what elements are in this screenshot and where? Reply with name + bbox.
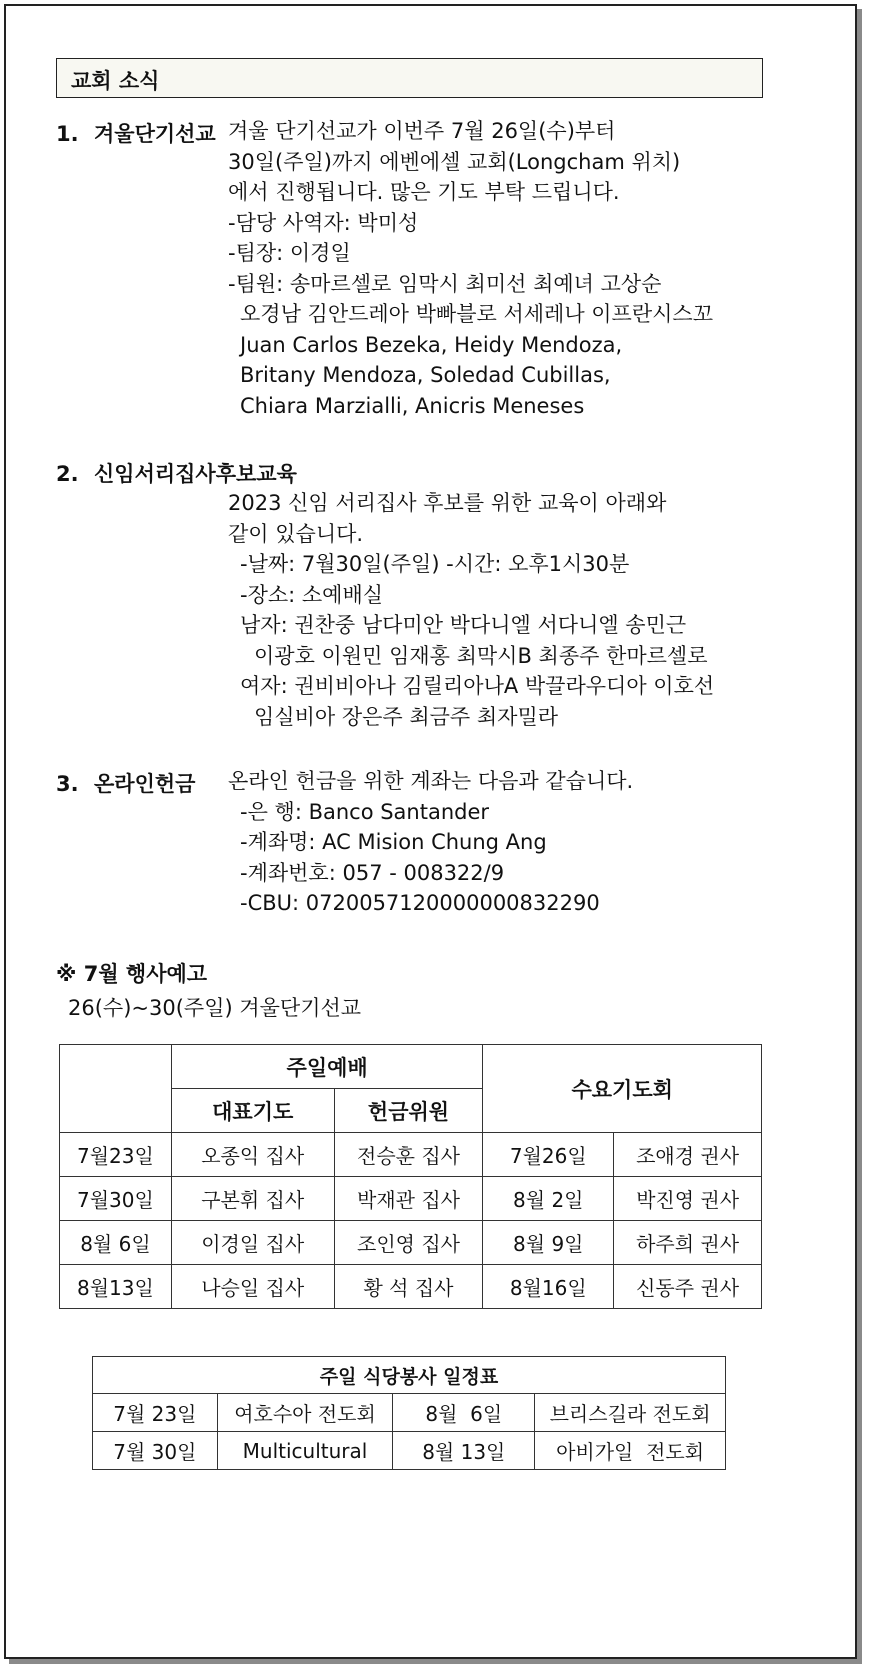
table-cell: 박진영 권사	[614, 1177, 762, 1221]
section-2-title: 신임서리집사후보교육	[94, 462, 297, 486]
corner-cell	[60, 1045, 172, 1133]
table-row	[60, 1177, 762, 1221]
text-line: -팀원: 송마르셀로 임막시 최미선 최예녀 고상순	[228, 271, 662, 296]
text-line: 남자: 권찬중 남다미안 박다니엘 서다니엘 송민근	[240, 613, 687, 637]
table-cell: 이경일 집사	[171, 1221, 334, 1265]
section-3-body	[228, 766, 633, 919]
table-cell: Multicultural	[217, 1432, 393, 1470]
text-line: 30일(주일)까지 에벤에셀 교회(Longcham 위치)	[228, 149, 681, 174]
table-cell: 8월 9일	[483, 1221, 614, 1265]
text-line: 온라인 헌금을 위한 계좌는 다음과 같습니다.	[228, 769, 634, 793]
header-wednesday: 수요기도회	[483, 1045, 762, 1133]
table-cell: 8월 6일	[393, 1394, 535, 1432]
text-line: -계좌번호: 057 - 008322/9	[240, 860, 505, 885]
header-prayer-lead: 대표기도	[171, 1089, 334, 1133]
cafeteria-title: 주일 식당봉사 일정표	[93, 1357, 726, 1394]
table-cell: 8월16일	[483, 1265, 614, 1309]
table-cell: 박재관 집사	[334, 1177, 483, 1221]
table-cell: 조애경 권사	[614, 1133, 762, 1177]
text-line: -계좌명: AC Mision Chung Ang	[240, 830, 547, 854]
table-cell: 8월13일	[60, 1265, 172, 1309]
text-line: -담당 사역자: 박미성	[228, 210, 419, 235]
header-offering: 헌금위원	[334, 1089, 483, 1133]
text-line: Chiara Marzialli, Anicris Meneses	[240, 393, 585, 418]
section-3-index: 3.	[56, 772, 79, 796]
table-cell: 여호수아 전도회	[217, 1394, 393, 1432]
table-cell: 조인영 집사	[334, 1221, 483, 1265]
table-cell: 황 석 집사	[334, 1265, 483, 1309]
text-line: 2023 신임 서리집사 후보를 위한 교육이 아래와	[228, 491, 667, 515]
section-1-title: 겨울단기선교	[94, 122, 216, 146]
section-1-heading	[56, 118, 216, 148]
table-cell: 하주희 권사	[614, 1221, 762, 1265]
table-row	[93, 1432, 726, 1470]
text-line: -은 행: Banco Santander	[240, 799, 490, 824]
text-line: -날짜: 7월30일(주일) -시간: 오후1시30분	[240, 552, 630, 576]
table-cell: 브리스길라 전도회	[535, 1394, 726, 1432]
table-cell: 8월 13일	[393, 1432, 535, 1470]
text-line: 겨울 단기선교가 이번주 7월 26일(수)부터	[228, 119, 616, 143]
table-row	[93, 1394, 726, 1432]
section-2-body	[228, 488, 714, 732]
section-1-body	[228, 116, 713, 421]
text-line: 같이 있습니다.	[228, 521, 364, 546]
table-row	[60, 1265, 762, 1309]
table-cell: 7월 30일	[93, 1432, 218, 1470]
table-cell: 7월30일	[60, 1177, 172, 1221]
table-cell: 7월 23일	[93, 1394, 218, 1432]
table-cell: 구본휘 집사	[171, 1177, 334, 1221]
section-2-heading	[56, 458, 297, 488]
table-cell: 7월23일	[60, 1133, 172, 1177]
notice-line: 26(수)~30(주일) 겨울단기선교	[68, 996, 362, 1020]
header-sunday: 주일예배	[171, 1045, 483, 1089]
text-line: 임실비아 장은주 최금주 최자밀라	[254, 704, 559, 729]
table-cell: 8월 6일	[60, 1221, 172, 1265]
section-1-index: 1.	[56, 122, 79, 146]
section-2-index: 2.	[56, 462, 79, 486]
section-3-title: 온라인헌금	[94, 772, 196, 796]
table-cell: 8월 2일	[483, 1177, 614, 1221]
text-line: 이광호 이원민 임재홍 최막시B 최종주 한마르셀로	[254, 643, 708, 668]
table-row	[60, 1133, 762, 1177]
table-cell: 전승훈 집사	[334, 1133, 483, 1177]
bulletin-page	[4, 4, 857, 1659]
text-line: 여자: 권비비아나 김릴리아나A 박끌라우디아 이호선	[240, 674, 715, 698]
text-line: -장소: 소예배실	[240, 582, 384, 607]
table-cell: 7월26일	[483, 1133, 614, 1177]
cafeteria-schedule-table	[92, 1356, 726, 1470]
table-cell: 아비가일 전도회	[535, 1432, 726, 1470]
text-line: 오경남 김안드레아 박빠블로 서세레나 이프란시스꼬	[240, 302, 713, 326]
table-row	[60, 1221, 762, 1265]
text-line: Juan Carlos Bezeka, Heidy Mendoza,	[240, 332, 623, 357]
section-3-heading	[56, 768, 195, 798]
table-cell: 신동주 권사	[614, 1265, 762, 1309]
text-line: 에서 진행됩니다. 많은 기도 부탁 드립니다.	[228, 180, 620, 204]
text-line: -CBU: 0720057120000000832290	[240, 891, 600, 915]
text-line: -팀장: 이경일	[228, 241, 351, 265]
table-cell: 오종익 집사	[171, 1133, 334, 1177]
text-line: Britany Mendoza, Soledad Cubillas,	[240, 363, 611, 387]
worship-schedule-table	[59, 1044, 762, 1309]
notice-title: ※ 7월 행사예고	[56, 962, 208, 986]
table-cell: 나승일 집사	[171, 1265, 334, 1309]
page-title: 교회 소식	[56, 58, 763, 98]
